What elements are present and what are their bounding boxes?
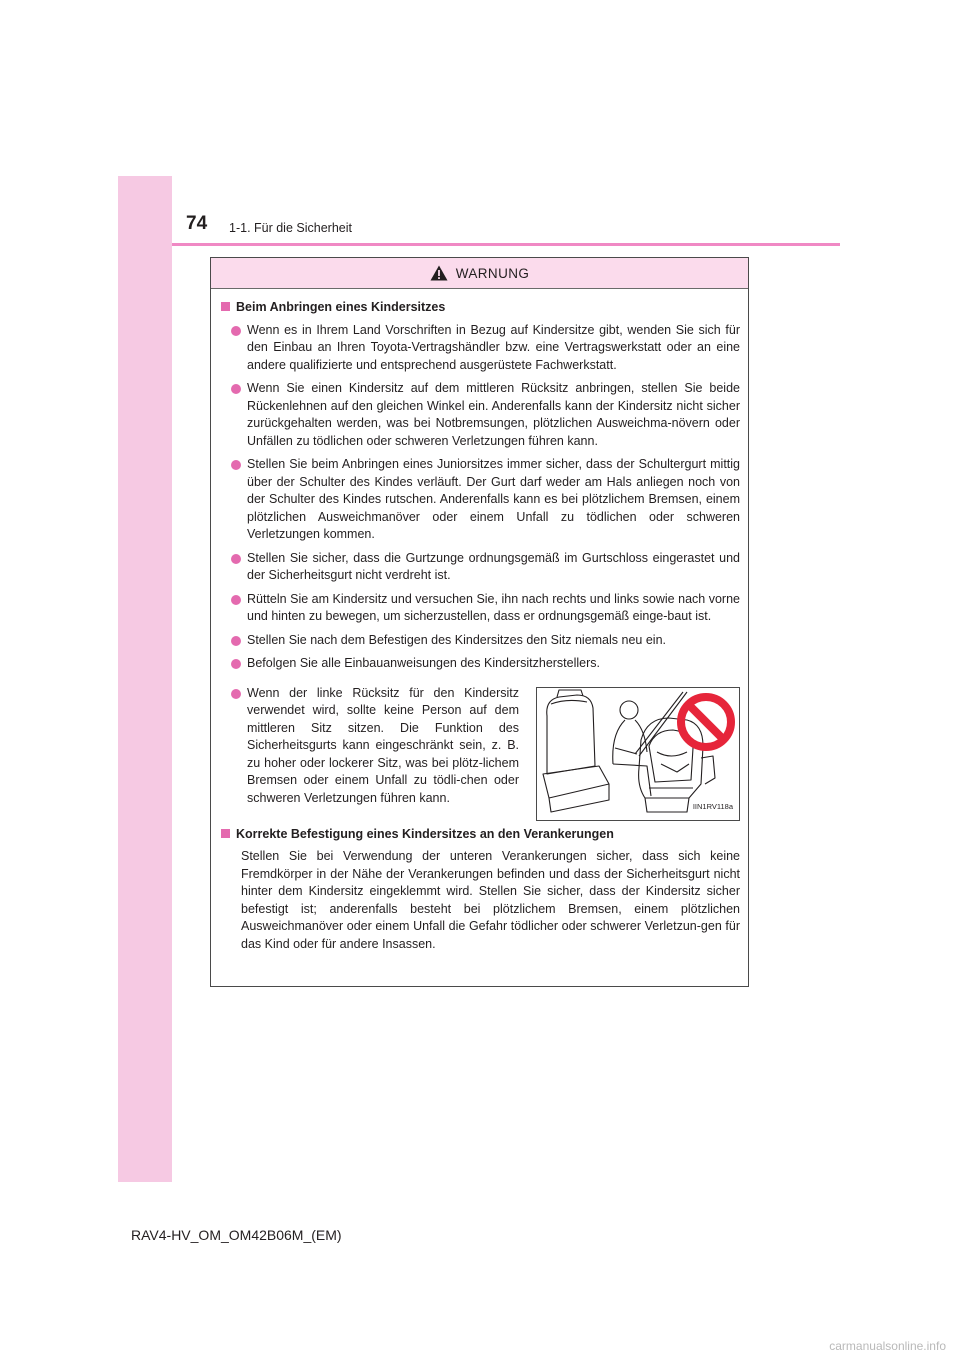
- round-bullet-icon: [231, 595, 241, 605]
- figure-row: [221, 685, 740, 821]
- document-code: RAV4-HV_OM_OM42B06M_(EM): [131, 1227, 342, 1243]
- warning-body: [211, 289, 748, 953]
- round-bullet-icon: [231, 384, 241, 394]
- list-item-text: Wenn Sie einen Kindersitz auf dem mittleren Rücksitz anbringen, stellen Sie beide Rückenlehnen auf den gleichen Winkel ein. Anderenfalls kann der Kindersitz nicht sicher zurückgehalten werden, was bei Notbremsungen, plötzlichen Ausweichma-növern oder Unfällen zu tödlichen oder schweren Verletzungen führen kann.: [247, 381, 740, 448]
- list-item-text: Befolgen Sie alle Einbauanweisungen des Kindersitzherstellers.: [247, 656, 600, 670]
- list-item-text: Wenn es in Ihrem Land Vorschriften in Bezug auf Kindersitze gibt, wenden Sie sich für den Einbau an Ihren Toyota-Vertragshändler bzw. eine Vertragswerkstatt oder an eine andere qualifizierte und entsprechend ausgerüstete Fachwerkstatt.: [247, 322, 740, 372]
- section-heading-child-seat: [221, 299, 740, 317]
- child-seat-illustration: [536, 687, 740, 821]
- list-item: [221, 380, 740, 450]
- square-bullet-icon: [221, 829, 230, 838]
- section-heading-anchors: [221, 826, 740, 844]
- list-item: [221, 322, 740, 375]
- square-bullet-icon: [221, 302, 230, 311]
- round-bullet-icon: [231, 659, 241, 669]
- round-bullet-icon: [231, 554, 241, 564]
- list-item: [221, 591, 740, 626]
- round-bullet-icon: [231, 689, 241, 699]
- list-item-text: Wenn der linke Rücksitz für den Kindersitz verwendet wird, sollte keine Person auf dem mittleren Sitz sitzen. Die Funktion des Sicherheitsgurts kann eingeschränkt sein, z. B. zu hoher oder lockerer Sitz, was bei plötz-lichem Bremsen oder einem Unfall zu tödli-chen oder schweren Verletzungen führen kann.: [247, 685, 519, 805]
- warning-triangle-icon: [430, 265, 448, 281]
- section-heading-text: Korrekte Befestigung eines Kindersitzes an den Verankerungen: [236, 826, 614, 841]
- prohibition-icon: [681, 697, 731, 747]
- anchor-paragraph: Stellen Sie bei Verwendung der unteren Verankerungen sicher, dass sich keine Fremdkörper in der Nähe der Verankerungen befinden und dass der Sicherheitsgurt nicht hinter dem Kindersitz eingeklemmt wird. Stellen Sie sicher, dass der Kindersitz sicher befestigt ist; anderenfalls besteht bei plötzlichem Bremsen, einem plötzlichen Ausweichmanöver oder einem Unfall die Gefahr tödlicher oder schwerer Verletzun-gen für das Kind oder für andere Insassen.: [241, 849, 740, 951]
- chapter-side-band: [118, 176, 172, 1182]
- list-item-text: Stellen Sie nach dem Befestigen des Kindersitzes den Sitz niemals neu ein.: [247, 632, 666, 647]
- list-item: [221, 685, 519, 821]
- list-item: [221, 456, 740, 544]
- list-item: [221, 550, 740, 585]
- warning-title: WARNUNG: [455, 265, 530, 281]
- list-item-text: Stellen Sie sicher, dass die Gurtzunge ordnungsgemäß im Gurtschloss eingerastet und der Sicherheitsgurt nicht verdreht ist.: [247, 550, 740, 582]
- warning-header: [211, 258, 748, 289]
- section-title: 1-1. Für die Sicherheit: [229, 221, 352, 235]
- warning-box: [210, 257, 749, 987]
- header-rule: [172, 243, 840, 246]
- list-item: [221, 655, 740, 673]
- round-bullet-icon: [231, 326, 241, 336]
- list-item: [221, 632, 740, 650]
- page-number: 74: [186, 213, 208, 234]
- figure-code: IIN1RV118a: [692, 802, 733, 811]
- round-bullet-icon: [231, 460, 241, 470]
- list-item-text: Stellen Sie beim Anbringen eines Juniorsitzes immer sicher, dass der Schultergurt mittig über der Schulter des Kindes verläuft. Der Gurt darf weder am Hals anliegen noch von der Schulter des Kindes rutschen. Anderenfalls kann es bei plötzlichem Bremsen, einem plötzlichen Ausweichmanöver oder einem Unfall zu tödlichen oder schweren Verletzungen kommen.: [247, 457, 740, 541]
- list-item-text: Rütteln Sie am Kindersitz und versuchen Sie, ihn nach rechts und links sowie nach vorne und hinten zu bewegen, um sicherzustellen, dass er ordnungsgemäß einge-baut ist.: [247, 591, 740, 623]
- watermark: carmanualsonline.info: [829, 1339, 946, 1353]
- section-heading-text: Beim Anbringen eines Kindersitzes: [236, 300, 446, 314]
- round-bullet-icon: [231, 636, 241, 646]
